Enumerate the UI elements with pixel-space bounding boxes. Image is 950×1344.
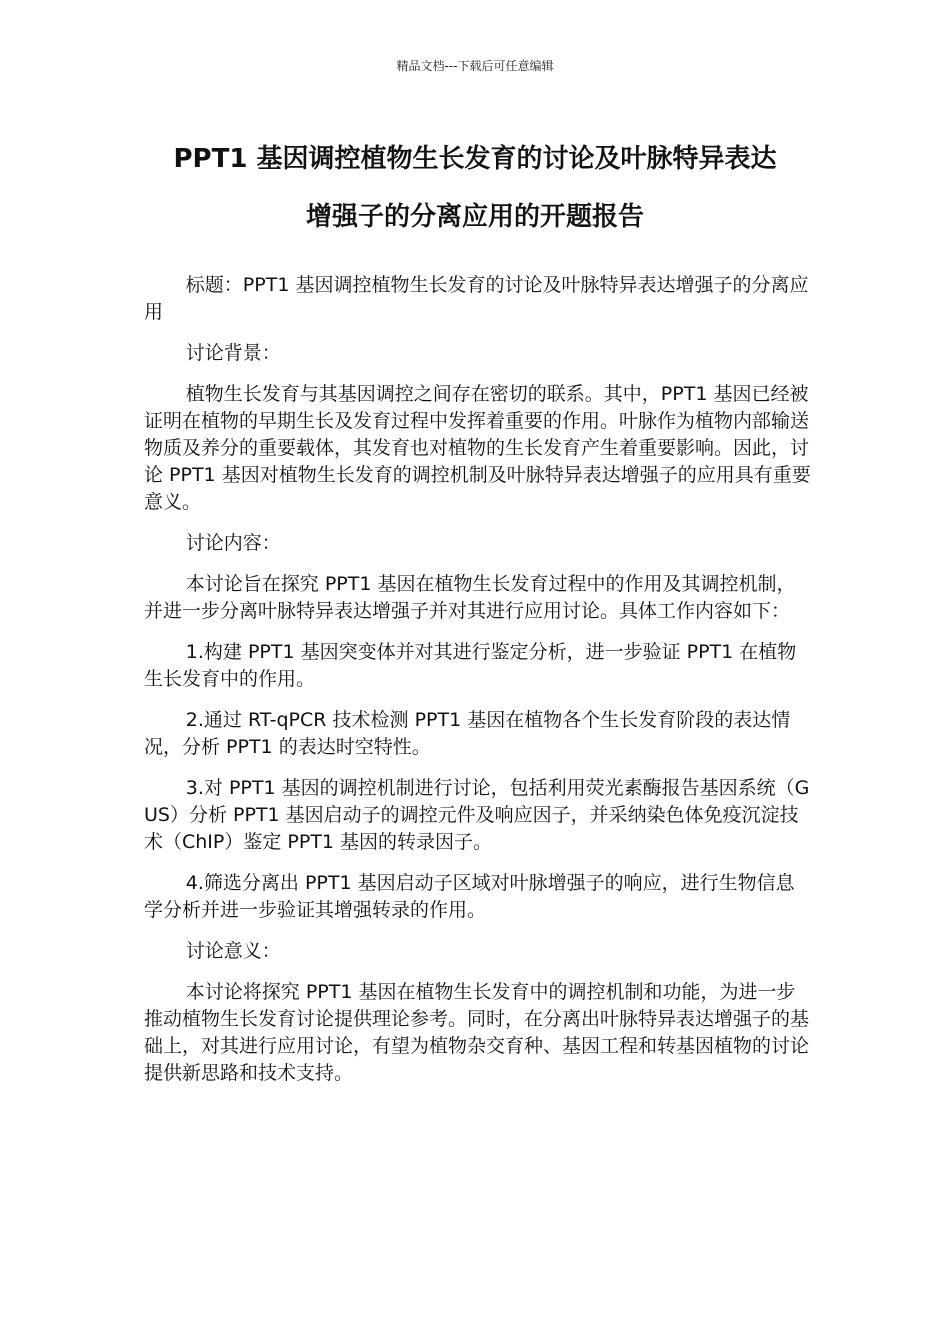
section-heading-background: 讨论背景： <box>185 342 281 364</box>
content-intro-paragraph: 本讨论旨在探究 PPT1 基因在植物生长发育过程中的作用及其调控机制，并进一步分离叶脉特异表达增强子并对其进行应用讨论。具体工作内容如下： <box>144 573 796 622</box>
content-item-1: 1.构建 PPT1 基因突变体并对其进行鉴定分析，进一步验证 PPT1 在植物生长发育中的作用。 <box>144 641 797 690</box>
document-title <box>120 130 830 246</box>
document-body <box>144 272 812 1101</box>
title-line-2: 增强子的分离应用的开题报告 <box>305 202 644 232</box>
significance-paragraph: 本讨论将探究 PPT1 基因在植物生长发育中的调控机制和功能，为进一步推动植物生长发育讨论提供理论参考。同时，在分离出叶脉特异表达增强子的基础上，对其进行应用讨论，有望为植物杂交育种、基因工程和转基因植物的讨论提供新思路和技术支持。 <box>144 981 810 1084</box>
title-line-1: PPT1 基因调控植物生长发育的讨论及叶脉特异表达 <box>173 144 777 174</box>
content-item-3: 3.对 PPT1 基因的调控机制进行讨论，包括利用荧光素酶报告基因系统（GUS）分析 PPT1 基因启动子的调控元件及响应因子，并采纳染色体免疫沉淀技术（ChIP）鉴定 PPT1 基因的转录因子。 <box>144 777 810 853</box>
title-paragraph: 标题：PPT1 基因调控植物生长发育的讨论及叶脉特异表达增强子的分离应用 <box>144 274 809 323</box>
section-heading-content: 讨论内容： <box>185 532 281 554</box>
header-note: 精品文档---下载后可任意编辑 <box>396 59 554 73</box>
content-item-4: 4.筛选分离出 PPT1 基因启动子区域对叶脉增强子的响应，进行生物信息学分析并进一步验证其增强转录的作用。 <box>144 872 795 921</box>
section-heading-significance: 讨论意义： <box>185 940 281 962</box>
background-paragraph: 植物生长发育与其基因调控之间存在密切的联系。其中，PPT1 基因已经被证明在植物的早期生长及发育过程中发挥着重要的作用。叶脉作为植物内部输送物质及养分的重要载体，其发育也对植物的生长发育产生着重要影响。因此，讨论 PPT1 基因对植物生长发育的调控机制及叶脉特异表达增强子的应用具有重要意义。 <box>144 383 811 513</box>
content-item-2: 2.通过 RT-qPCR 技术检测 PPT1 基因在植物各个生长发育阶段的表达情况，分析 PPT1 的表达时空特性。 <box>144 709 791 758</box>
